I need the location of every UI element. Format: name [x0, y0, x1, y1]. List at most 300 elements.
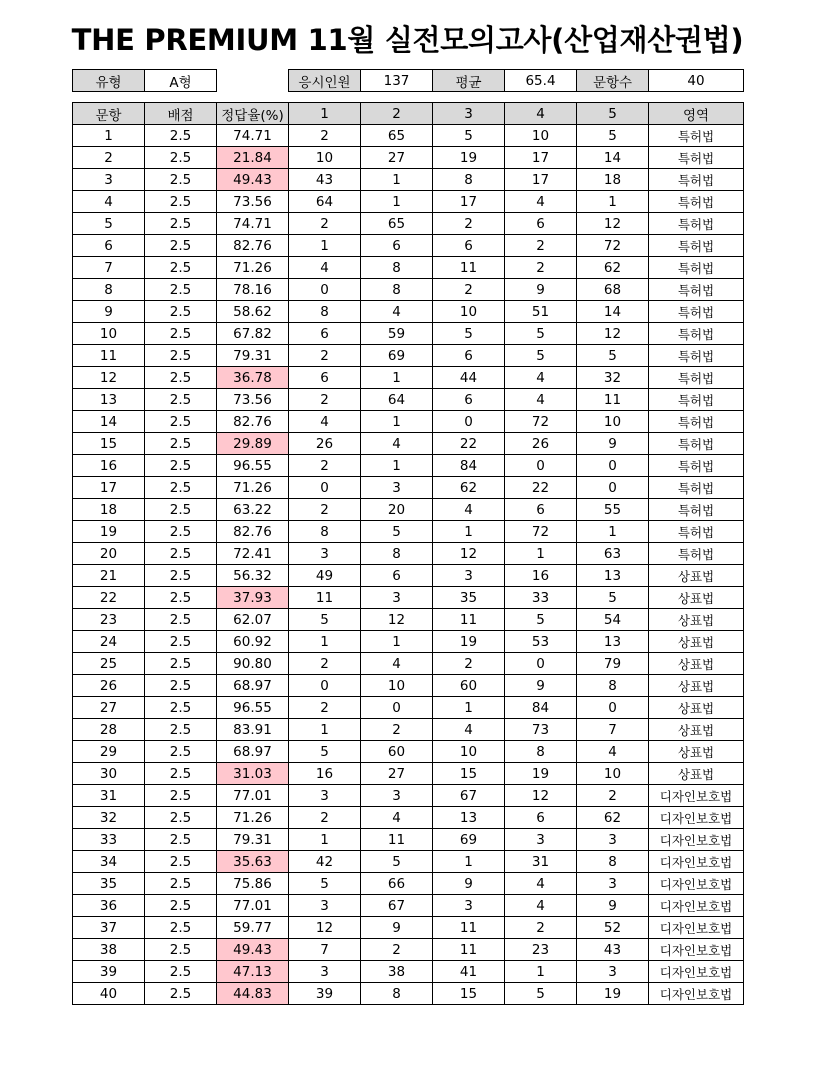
choice-5-count: 14	[577, 147, 649, 169]
choice-2-count: 6	[361, 235, 433, 257]
question-number: 31	[73, 785, 145, 807]
choice-3-count: 5	[433, 323, 505, 345]
correct-rate: 78.16	[217, 279, 289, 301]
table-row	[73, 851, 744, 873]
question-number: 27	[73, 697, 145, 719]
choice-2-count: 59	[361, 323, 433, 345]
choice-2-count: 0	[361, 697, 433, 719]
header-points: 배점	[145, 103, 217, 125]
choice-1-count: 2	[289, 807, 361, 829]
points: 2.5	[145, 785, 217, 807]
question-number: 8	[73, 279, 145, 301]
points: 2.5	[145, 807, 217, 829]
area: 디자인보호법	[649, 895, 744, 917]
choice-2-count: 6	[361, 565, 433, 587]
choice-5-count: 10	[577, 763, 649, 785]
question-number: 10	[73, 323, 145, 345]
question-number: 3	[73, 169, 145, 191]
table-row	[73, 323, 744, 345]
choice-2-count: 1	[361, 191, 433, 213]
question-number: 16	[73, 455, 145, 477]
choice-3-count: 69	[433, 829, 505, 851]
correct-rate: 58.62	[217, 301, 289, 323]
choice-2-count: 11	[361, 829, 433, 851]
table-row	[73, 785, 744, 807]
table-row	[73, 125, 744, 147]
question-count-value: 40	[649, 70, 744, 92]
choice-4-count: 6	[505, 807, 577, 829]
area: 특허법	[649, 367, 744, 389]
choice-1-count: 12	[289, 917, 361, 939]
question-number: 9	[73, 301, 145, 323]
points: 2.5	[145, 345, 217, 367]
choice-1-count: 39	[289, 983, 361, 1005]
choice-2-count: 5	[361, 521, 433, 543]
choice-5-count: 2	[577, 785, 649, 807]
choice-3-count: 15	[433, 763, 505, 785]
choice-5-count: 1	[577, 521, 649, 543]
choice-2-count: 64	[361, 389, 433, 411]
points: 2.5	[145, 455, 217, 477]
choice-5-count: 43	[577, 939, 649, 961]
choice-4-count: 5	[505, 345, 577, 367]
choice-4-count: 73	[505, 719, 577, 741]
correct-rate: 82.76	[217, 235, 289, 257]
area: 특허법	[649, 323, 744, 345]
correct-rate: 71.26	[217, 257, 289, 279]
choice-3-count: 84	[433, 455, 505, 477]
question-number: 15	[73, 433, 145, 455]
header-choice-4: 4	[505, 103, 577, 125]
choice-1-count: 3	[289, 543, 361, 565]
area: 상표법	[649, 697, 744, 719]
table-row	[73, 235, 744, 257]
question-number: 20	[73, 543, 145, 565]
choice-1-count: 2	[289, 213, 361, 235]
choice-1-count: 3	[289, 895, 361, 917]
correct-rate: 49.43	[217, 939, 289, 961]
choice-5-count: 9	[577, 895, 649, 917]
table-row	[73, 257, 744, 279]
correct-rate: 73.56	[217, 191, 289, 213]
question-number: 5	[73, 213, 145, 235]
choice-5-count: 12	[577, 213, 649, 235]
table-row	[73, 499, 744, 521]
choice-5-count: 18	[577, 169, 649, 191]
choice-2-count: 4	[361, 433, 433, 455]
header-choice-1: 1	[289, 103, 361, 125]
table-row	[73, 411, 744, 433]
question-number: 39	[73, 961, 145, 983]
choice-4-count: 0	[505, 455, 577, 477]
choice-3-count: 2	[433, 653, 505, 675]
points: 2.5	[145, 675, 217, 697]
choice-5-count: 63	[577, 543, 649, 565]
points: 2.5	[145, 851, 217, 873]
area: 디자인보호법	[649, 917, 744, 939]
choice-4-count: 84	[505, 697, 577, 719]
choice-4-count: 1	[505, 961, 577, 983]
choice-4-count: 8	[505, 741, 577, 763]
table-row	[73, 763, 744, 785]
choice-4-count: 72	[505, 521, 577, 543]
choice-3-count: 15	[433, 983, 505, 1005]
points: 2.5	[145, 191, 217, 213]
choice-5-count: 0	[577, 477, 649, 499]
table-row	[73, 917, 744, 939]
choice-3-count: 10	[433, 741, 505, 763]
question-number: 2	[73, 147, 145, 169]
choice-5-count: 52	[577, 917, 649, 939]
correct-rate: 68.97	[217, 741, 289, 763]
choice-1-count: 4	[289, 411, 361, 433]
choice-3-count: 1	[433, 851, 505, 873]
choice-2-count: 27	[361, 147, 433, 169]
points: 2.5	[145, 697, 217, 719]
question-number: 13	[73, 389, 145, 411]
correct-rate: 60.92	[217, 631, 289, 653]
choice-5-count: 7	[577, 719, 649, 741]
choice-2-count: 4	[361, 301, 433, 323]
table-row	[73, 477, 744, 499]
choice-3-count: 4	[433, 719, 505, 741]
choice-2-count: 3	[361, 785, 433, 807]
correct-rate: 90.80	[217, 653, 289, 675]
choice-5-count: 13	[577, 565, 649, 587]
correct-rate: 49.43	[217, 169, 289, 191]
choice-5-count: 72	[577, 235, 649, 257]
choice-4-count: 4	[505, 895, 577, 917]
table-row	[73, 279, 744, 301]
choice-1-count: 2	[289, 455, 361, 477]
table-row	[73, 807, 744, 829]
choice-5-count: 79	[577, 653, 649, 675]
points: 2.5	[145, 939, 217, 961]
choice-4-count: 1	[505, 543, 577, 565]
area: 상표법	[649, 719, 744, 741]
table-row	[73, 191, 744, 213]
choice-3-count: 10	[433, 301, 505, 323]
correct-rate: 96.55	[217, 697, 289, 719]
choice-4-count: 51	[505, 301, 577, 323]
choice-3-count: 1	[433, 521, 505, 543]
header-area: 영역	[649, 103, 744, 125]
table-row	[73, 631, 744, 653]
points: 2.5	[145, 411, 217, 433]
choice-3-count: 0	[433, 411, 505, 433]
table-row	[73, 455, 744, 477]
area: 상표법	[649, 763, 744, 785]
choice-1-count: 1	[289, 631, 361, 653]
choice-5-count: 3	[577, 961, 649, 983]
choice-4-count: 4	[505, 873, 577, 895]
choice-1-count: 2	[289, 125, 361, 147]
points: 2.5	[145, 873, 217, 895]
question-number: 7	[73, 257, 145, 279]
table-row	[73, 521, 744, 543]
table-row	[73, 345, 744, 367]
table-row	[73, 433, 744, 455]
correct-rate: 59.77	[217, 917, 289, 939]
choice-4-count: 5	[505, 609, 577, 631]
correct-rate: 68.97	[217, 675, 289, 697]
points: 2.5	[145, 125, 217, 147]
choice-1-count: 10	[289, 147, 361, 169]
area: 특허법	[649, 389, 744, 411]
table-row	[73, 741, 744, 763]
area: 특허법	[649, 345, 744, 367]
question-number: 30	[73, 763, 145, 785]
correct-rate: 77.01	[217, 895, 289, 917]
table-row	[73, 873, 744, 895]
area: 상표법	[649, 587, 744, 609]
points: 2.5	[145, 741, 217, 763]
choice-5-count: 5	[577, 125, 649, 147]
header-correct-rate: 정답율(%)	[217, 103, 289, 125]
choice-2-count: 67	[361, 895, 433, 917]
examinees-value: 137	[361, 70, 433, 92]
choice-3-count: 35	[433, 587, 505, 609]
choice-3-count: 13	[433, 807, 505, 829]
area: 특허법	[649, 433, 744, 455]
choice-4-count: 17	[505, 147, 577, 169]
choice-4-count: 3	[505, 829, 577, 851]
table-row	[73, 389, 744, 411]
choice-4-count: 53	[505, 631, 577, 653]
question-number: 4	[73, 191, 145, 213]
choice-5-count: 9	[577, 433, 649, 455]
choice-1-count: 3	[289, 785, 361, 807]
choice-2-count: 3	[361, 587, 433, 609]
area: 특허법	[649, 521, 744, 543]
correct-rate: 56.32	[217, 565, 289, 587]
choice-3-count: 5	[433, 125, 505, 147]
choice-4-count: 10	[505, 125, 577, 147]
area: 상표법	[649, 653, 744, 675]
choice-2-count: 38	[361, 961, 433, 983]
choice-5-count: 54	[577, 609, 649, 631]
choice-5-count: 3	[577, 873, 649, 895]
area: 특허법	[649, 301, 744, 323]
area: 디자인보호법	[649, 785, 744, 807]
choice-3-count: 11	[433, 939, 505, 961]
table-row	[73, 653, 744, 675]
area: 디자인보호법	[649, 851, 744, 873]
table-row	[73, 829, 744, 851]
question-number: 28	[73, 719, 145, 741]
choice-5-count: 4	[577, 741, 649, 763]
area: 상표법	[649, 565, 744, 587]
choice-1-count: 6	[289, 323, 361, 345]
choice-4-count: 9	[505, 279, 577, 301]
choice-5-count: 32	[577, 367, 649, 389]
choice-5-count: 5	[577, 587, 649, 609]
choice-1-count: 1	[289, 829, 361, 851]
choice-1-count: 1	[289, 719, 361, 741]
page-title: THE PREMIUM 11월 실전모의고사(산업재산권법)	[71, 23, 744, 57]
exam-info-table	[72, 69, 744, 92]
table-row	[73, 367, 744, 389]
choice-4-count: 4	[505, 367, 577, 389]
choice-5-count: 10	[577, 411, 649, 433]
choice-2-count: 3	[361, 477, 433, 499]
choice-2-count: 65	[361, 213, 433, 235]
choice-4-count: 19	[505, 763, 577, 785]
question-number: 33	[73, 829, 145, 851]
choice-2-count: 66	[361, 873, 433, 895]
choice-2-count: 4	[361, 807, 433, 829]
choice-4-count: 26	[505, 433, 577, 455]
correct-rate: 67.82	[217, 323, 289, 345]
question-number: 12	[73, 367, 145, 389]
area: 상표법	[649, 631, 744, 653]
points: 2.5	[145, 433, 217, 455]
area: 특허법	[649, 257, 744, 279]
correct-rate: 29.89	[217, 433, 289, 455]
correct-rate: 79.31	[217, 829, 289, 851]
choice-3-count: 9	[433, 873, 505, 895]
question-number: 38	[73, 939, 145, 961]
question-number: 35	[73, 873, 145, 895]
choice-2-count: 1	[361, 455, 433, 477]
correct-rate: 44.83	[217, 983, 289, 1005]
choice-3-count: 2	[433, 279, 505, 301]
choice-4-count: 6	[505, 499, 577, 521]
correct-rate: 47.13	[217, 961, 289, 983]
points: 2.5	[145, 301, 217, 323]
choice-2-count: 10	[361, 675, 433, 697]
choice-5-count: 62	[577, 807, 649, 829]
choice-3-count: 19	[433, 147, 505, 169]
points: 2.5	[145, 323, 217, 345]
points: 2.5	[145, 543, 217, 565]
choice-5-count: 19	[577, 983, 649, 1005]
choice-3-count: 60	[433, 675, 505, 697]
correct-rate: 74.71	[217, 213, 289, 235]
points: 2.5	[145, 521, 217, 543]
area: 디자인보호법	[649, 829, 744, 851]
choice-4-count: 6	[505, 213, 577, 235]
choice-5-count: 12	[577, 323, 649, 345]
choice-1-count: 6	[289, 367, 361, 389]
choice-2-count: 69	[361, 345, 433, 367]
choice-3-count: 22	[433, 433, 505, 455]
question-number: 11	[73, 345, 145, 367]
choice-2-count: 65	[361, 125, 433, 147]
table-row	[73, 983, 744, 1005]
choice-2-count: 8	[361, 543, 433, 565]
choice-3-count: 17	[433, 191, 505, 213]
choice-3-count: 1	[433, 697, 505, 719]
choice-2-count: 2	[361, 939, 433, 961]
choice-3-count: 41	[433, 961, 505, 983]
choice-2-count: 8	[361, 983, 433, 1005]
area: 디자인보호법	[649, 961, 744, 983]
choice-1-count: 26	[289, 433, 361, 455]
type-value: A형	[145, 70, 217, 92]
points: 2.5	[145, 763, 217, 785]
correct-rate: 21.84	[217, 147, 289, 169]
choice-3-count: 2	[433, 213, 505, 235]
choice-2-count: 20	[361, 499, 433, 521]
correct-rate: 37.93	[217, 587, 289, 609]
choice-1-count: 43	[289, 169, 361, 191]
choice-1-count: 2	[289, 345, 361, 367]
area: 상표법	[649, 609, 744, 631]
question-count-label: 문항수	[577, 70, 649, 92]
choice-1-count: 0	[289, 675, 361, 697]
area: 특허법	[649, 499, 744, 521]
question-number: 19	[73, 521, 145, 543]
choice-4-count: 0	[505, 653, 577, 675]
area: 디자인보호법	[649, 983, 744, 1005]
choice-1-count: 7	[289, 939, 361, 961]
question-number: 32	[73, 807, 145, 829]
correct-rate: 31.03	[217, 763, 289, 785]
correct-rate: 63.22	[217, 499, 289, 521]
points: 2.5	[145, 587, 217, 609]
choice-5-count: 8	[577, 851, 649, 873]
table-row	[73, 939, 744, 961]
table-row	[73, 895, 744, 917]
choice-5-count: 62	[577, 257, 649, 279]
choice-1-count: 5	[289, 741, 361, 763]
table-row	[73, 301, 744, 323]
question-number: 40	[73, 983, 145, 1005]
correct-rate: 73.56	[217, 389, 289, 411]
choice-1-count: 2	[289, 499, 361, 521]
area: 디자인보호법	[649, 807, 744, 829]
correct-rate: 77.01	[217, 785, 289, 807]
points: 2.5	[145, 235, 217, 257]
choice-1-count: 1	[289, 235, 361, 257]
choice-3-count: 4	[433, 499, 505, 521]
question-number: 17	[73, 477, 145, 499]
question-number: 29	[73, 741, 145, 763]
correct-rate: 82.76	[217, 521, 289, 543]
choice-5-count: 14	[577, 301, 649, 323]
points: 2.5	[145, 213, 217, 235]
choice-5-count: 13	[577, 631, 649, 653]
choice-5-count: 8	[577, 675, 649, 697]
choice-3-count: 19	[433, 631, 505, 653]
question-number: 34	[73, 851, 145, 873]
correct-rate: 74.71	[217, 125, 289, 147]
points: 2.5	[145, 389, 217, 411]
choice-3-count: 12	[433, 543, 505, 565]
choice-2-count: 8	[361, 279, 433, 301]
question-number: 21	[73, 565, 145, 587]
choice-4-count: 5	[505, 323, 577, 345]
points: 2.5	[145, 983, 217, 1005]
points: 2.5	[145, 565, 217, 587]
choice-3-count: 11	[433, 917, 505, 939]
choice-3-count: 3	[433, 565, 505, 587]
area: 상표법	[649, 741, 744, 763]
header-choice-2: 2	[361, 103, 433, 125]
points: 2.5	[145, 961, 217, 983]
correct-rate: 75.86	[217, 873, 289, 895]
choice-5-count: 0	[577, 697, 649, 719]
points: 2.5	[145, 829, 217, 851]
choice-3-count: 6	[433, 345, 505, 367]
points: 2.5	[145, 147, 217, 169]
choice-5-count: 0	[577, 455, 649, 477]
correct-rate: 79.31	[217, 345, 289, 367]
question-number: 37	[73, 917, 145, 939]
choice-4-count: 72	[505, 411, 577, 433]
table-header-row	[73, 103, 744, 125]
